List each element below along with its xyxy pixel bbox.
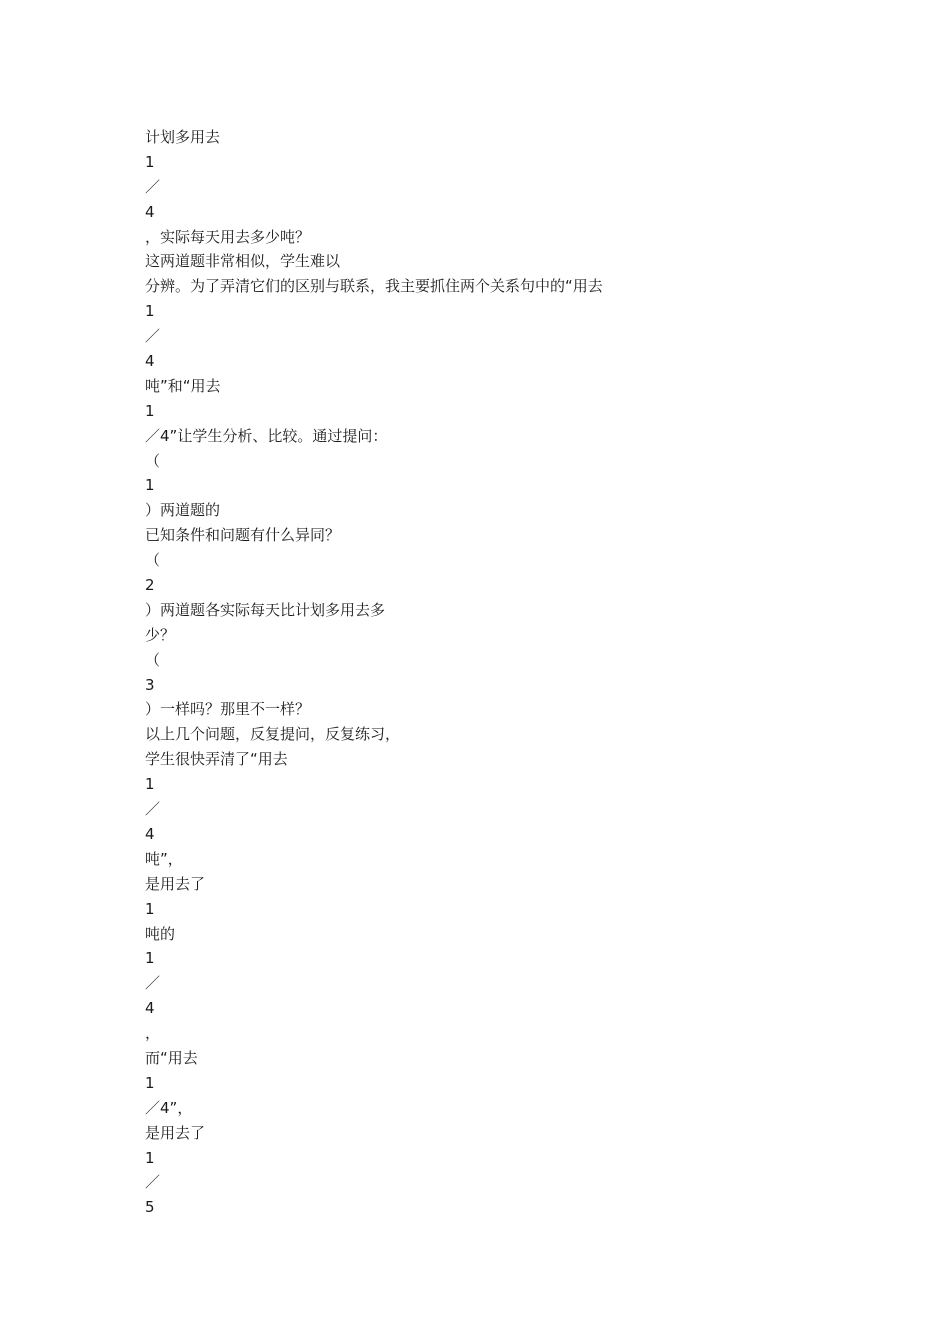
- text-line: 吨”，: [145, 849, 183, 868]
- text-line: ）两道题的: [145, 501, 221, 520]
- text-line: 4: [145, 824, 155, 843]
- text-line: 1: [145, 302, 155, 321]
- text-line: （: [145, 551, 161, 570]
- text-line: 计划多用去: [145, 128, 221, 146]
- text-line: ，: [145, 1024, 161, 1043]
- text-line: ）两道题各实际每天比计划多用去多: [145, 600, 386, 619]
- text-line: ，实际每天用去多少吨？: [145, 227, 311, 246]
- text-line: 4: [145, 202, 155, 221]
- text-line: （: [145, 451, 161, 470]
- text-line: ／: [145, 800, 161, 819]
- text-line: 已知条件和问题有什么异同？: [145, 526, 341, 545]
- text-line: 少？: [145, 625, 176, 644]
- text-line: ／: [145, 974, 161, 993]
- text-line: 1: [145, 949, 155, 968]
- text-line: 是用去了: [145, 874, 206, 893]
- text-line: 4: [145, 352, 155, 371]
- text-line: 2: [145, 576, 155, 595]
- text-line: ／4”，: [145, 1098, 193, 1117]
- text-line: 1: [145, 152, 155, 171]
- text-line: 学生很快弄清了“用去: [145, 750, 288, 769]
- text-line: 1: [145, 476, 155, 495]
- text-line: 1: [145, 401, 155, 420]
- text-line: ）一样吗？那里不一样？: [145, 700, 311, 719]
- text-line: ／4”让学生分析、比较。通过提问：: [145, 426, 388, 445]
- text-line: 而“用去: [145, 1048, 198, 1067]
- text-line: 分辨。为了弄清它们的区别与联系，我主要抓住两个关系句中的“用去: [145, 277, 603, 296]
- text-line: 吨的: [145, 924, 176, 943]
- text-line: ／: [145, 1173, 161, 1192]
- text-line: （: [145, 650, 161, 669]
- text-line: 4: [145, 999, 155, 1018]
- text-line: 1: [145, 775, 155, 794]
- text-line: 3: [145, 675, 155, 694]
- text-line: 这两道题非常相似，学生难以: [145, 252, 341, 271]
- document-body: [145, 125, 785, 1220]
- text-line: 1: [145, 1148, 155, 1167]
- text-line: 以上几个问题，反复提问，反复练习，: [145, 725, 401, 744]
- text-line: 5: [145, 1198, 155, 1217]
- text-line: 1: [145, 1073, 155, 1092]
- text-line: 是用去了: [145, 1123, 206, 1142]
- text-line: ／: [145, 327, 161, 346]
- text-line: 吨”和“用去: [145, 376, 221, 395]
- text-line: ／: [145, 177, 161, 196]
- text-line: 1: [145, 899, 155, 918]
